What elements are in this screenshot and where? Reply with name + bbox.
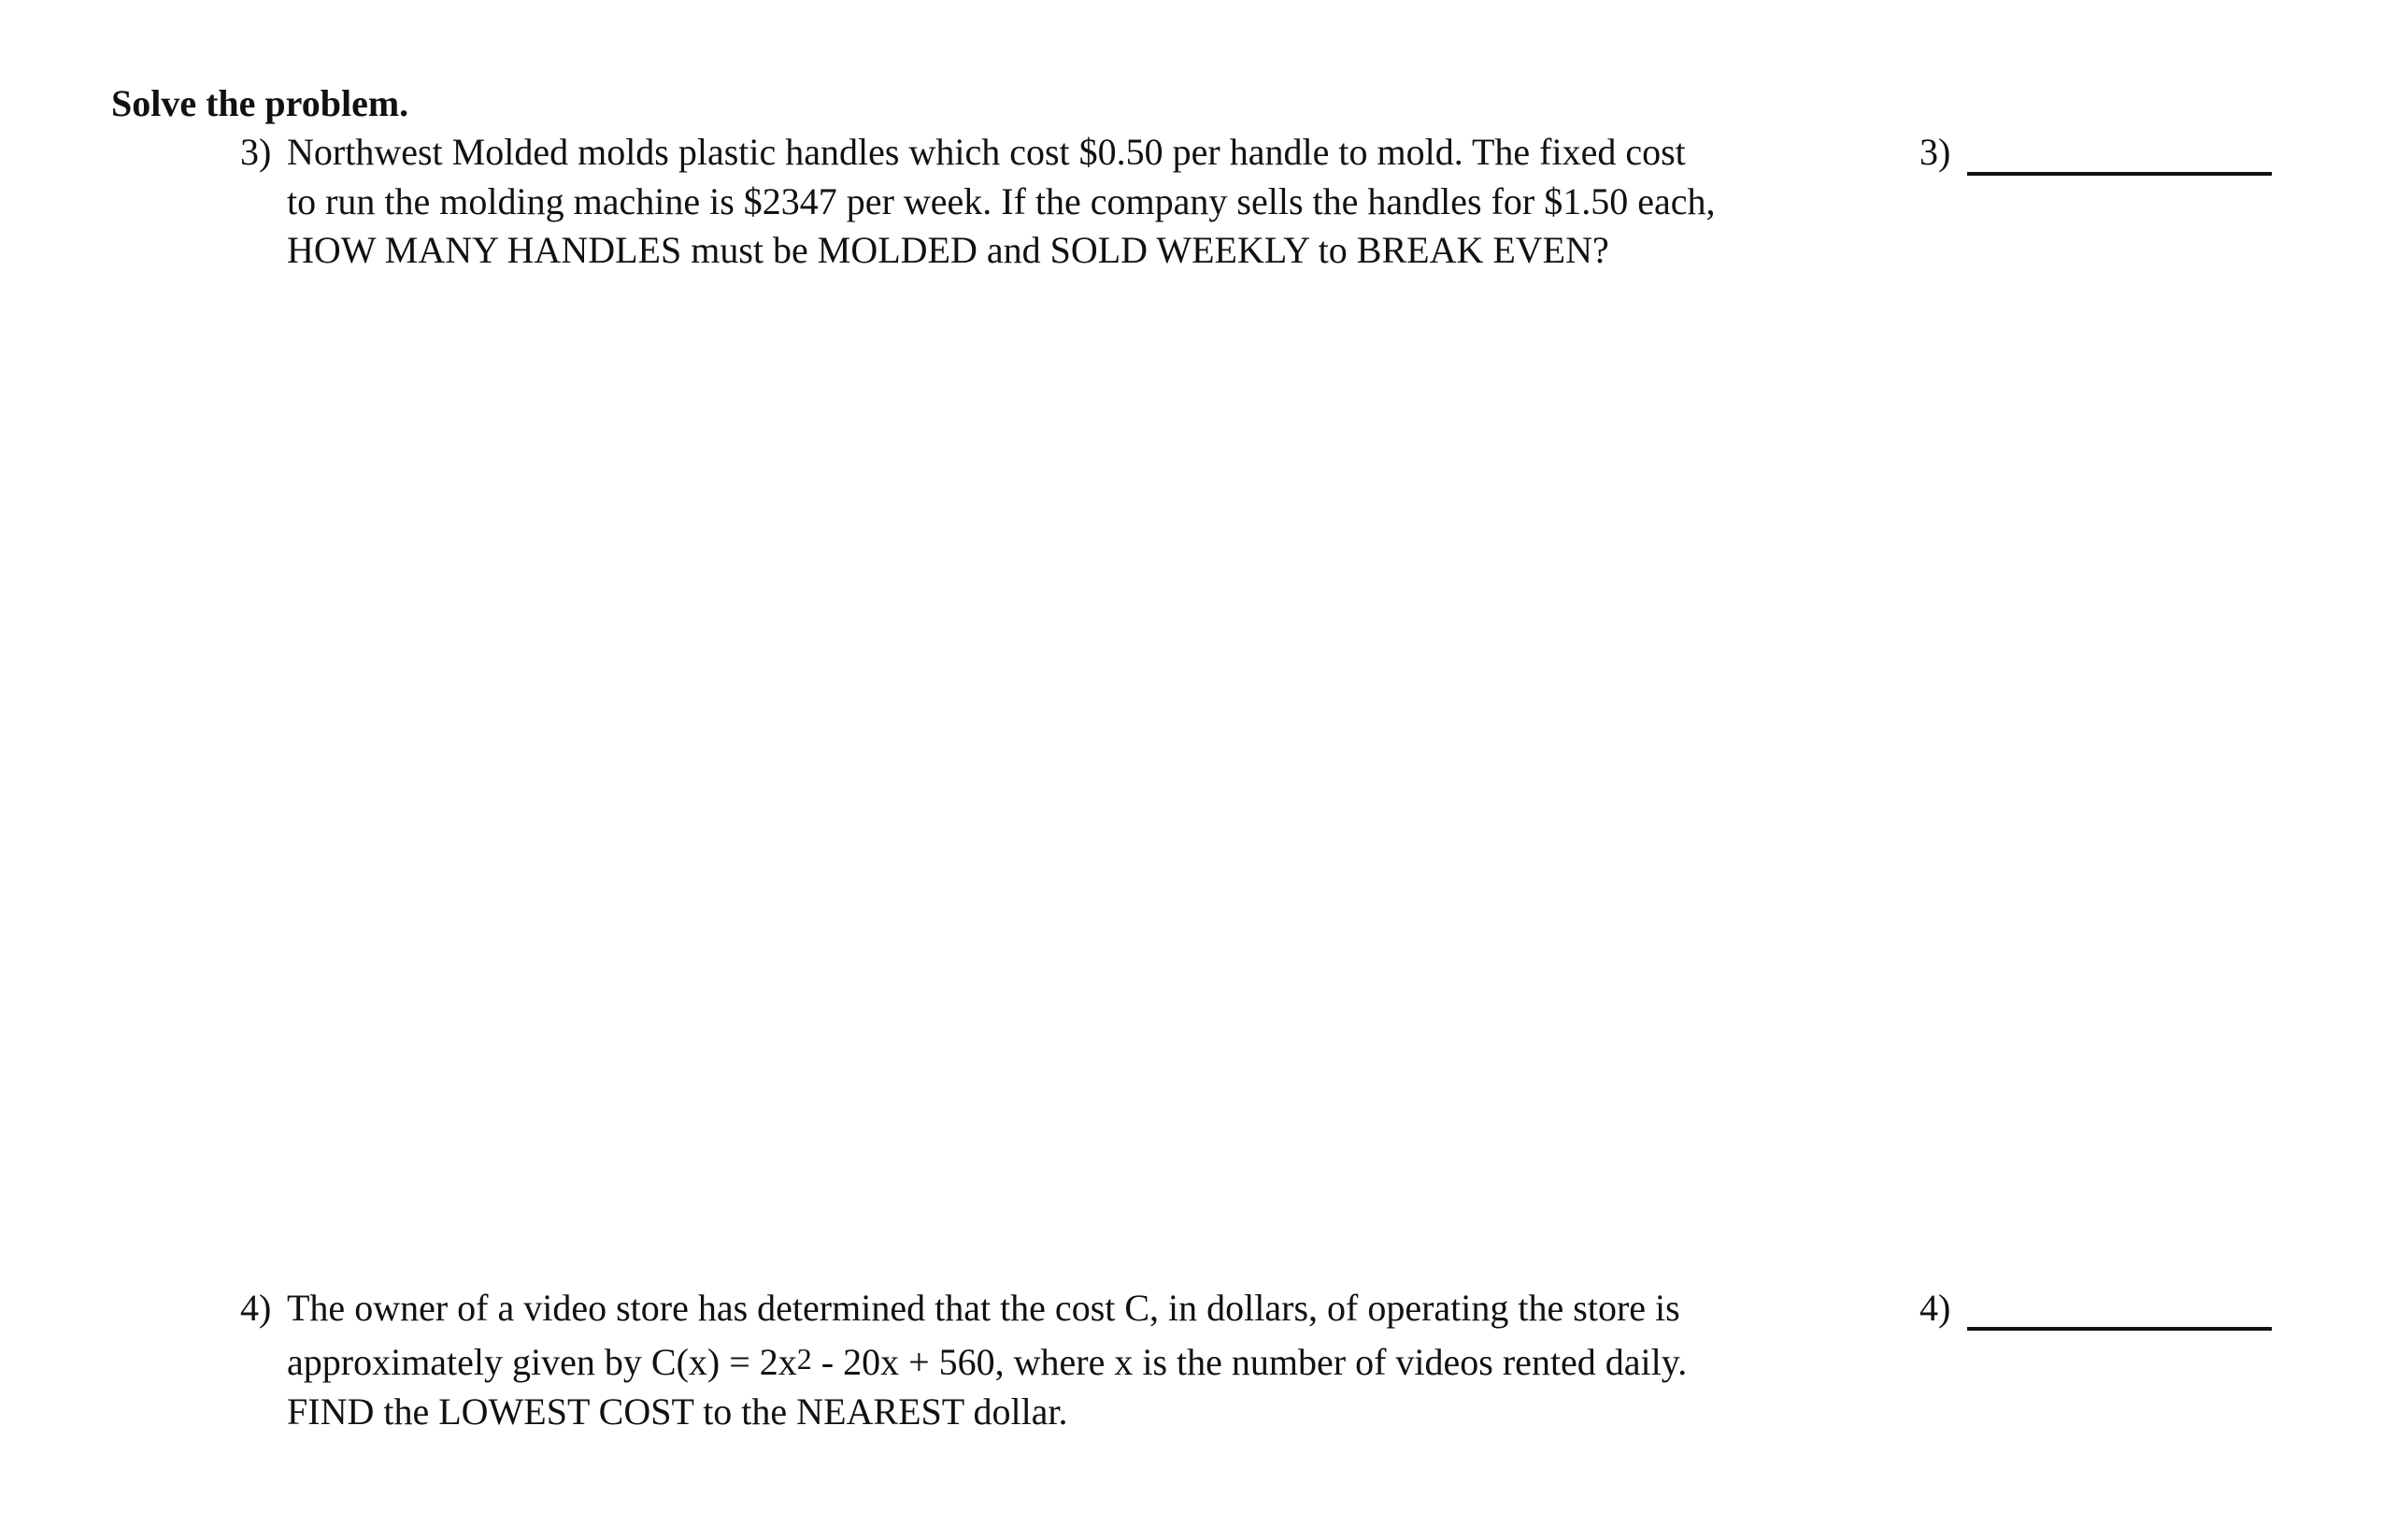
- problem-3-text-line-3: HOW MANY HANDLES must be MOLDED and SOLD WEEKLY to BREAK EVEN?: [287, 229, 1609, 271]
- problem-3-line-1: [240, 128, 1686, 177]
- problem-3-answer-label: 3): [1919, 131, 1951, 173]
- problem-4-number: 4): [240, 1287, 272, 1329]
- problem-4-formula-start: approximately given by C(x) = 2x: [287, 1341, 797, 1383]
- problem-4-answer-blank[interactable]: [1967, 1327, 2272, 1331]
- problem-4-text-line-2: [287, 1338, 1687, 1389]
- problem-4-line-1: [240, 1284, 1680, 1333]
- section-heading: Solve the problem.: [111, 82, 409, 124]
- problem-4-answer-label: 4): [1919, 1287, 1951, 1329]
- problem-3-answer-blank[interactable]: [1967, 172, 2272, 176]
- problem-3-text-line-1: Northwest Molded molds plastic handles which cost $0.50 per handle to mold. The fixed cost: [287, 131, 1686, 173]
- problem-3-number: 3): [240, 131, 272, 173]
- problem-3-text-line-2: to run the molding machine is $2347 per week. If the company sells the handles for $1.50 each,: [287, 180, 1716, 222]
- problem-4-exponent: 2: [796, 1342, 812, 1376]
- problem-4-text-line-3: FIND the LOWEST COST to the NEAREST dollar.: [287, 1390, 1068, 1433]
- problem-4-text-line-1: The owner of a video store has determined that the cost C, in dollars, of operating the store is: [287, 1287, 1680, 1329]
- problem-4-formula-rest: - 20x + 560, where x is the number of videos rented daily.: [811, 1341, 1688, 1383]
